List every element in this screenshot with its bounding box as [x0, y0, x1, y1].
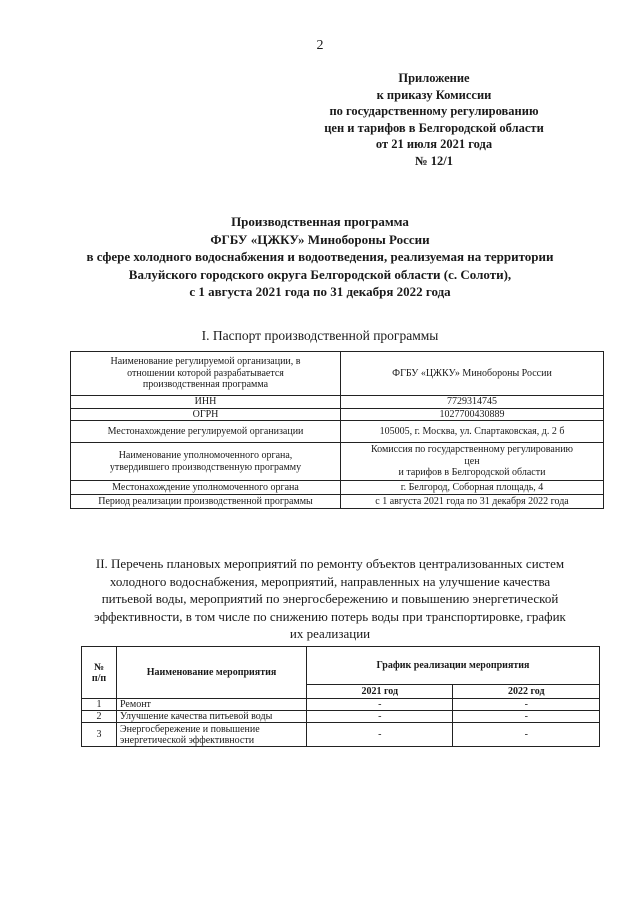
appendix-block	[284, 70, 584, 169]
table-row	[71, 408, 604, 421]
table-cell-value: 105005, г. Москва, ул. Спартаковская, д. 2 б	[341, 421, 604, 443]
table-cell-label: ОГРН	[71, 408, 341, 421]
row-number: 3	[82, 723, 117, 747]
column-header-schedule: График реализации мероприятия	[307, 647, 600, 685]
table-cell-label: Наименование регулируемой организации, в отношении которой разрабатывается производственная программа	[71, 352, 341, 396]
table-cell-value: 7729314745	[341, 396, 604, 409]
section2-heading	[80, 555, 580, 643]
table-cell-value: Комиссия по государственному регулированию цен и тарифов в Белгородской области	[341, 443, 604, 481]
table-row	[71, 481, 604, 495]
title-line: Валуйского городского округа Белгородской области (с. Солоти),	[128, 266, 512, 282]
table-row	[82, 699, 600, 711]
table-cell-label: Местонахождение регулируемой организации	[71, 421, 341, 443]
row-number: 1	[82, 699, 117, 711]
title-line: Производственная программа	[231, 214, 409, 229]
table-row	[71, 443, 604, 481]
column-header-name: Наименование мероприятия	[117, 647, 307, 699]
appendix-line: № 12/1	[415, 153, 453, 168]
row-name: Улучшение качества питьевой воды	[117, 711, 307, 723]
appendix-line: Приложение	[398, 71, 470, 85]
appendix-line: к приказу Комиссии	[376, 87, 492, 102]
row-2022: -	[453, 699, 600, 711]
appendix-line: цен и тарифов в Белгородской области	[324, 120, 544, 135]
table-row	[71, 421, 604, 443]
row-2021: -	[307, 699, 453, 711]
table-row	[82, 711, 600, 723]
activities-table	[81, 646, 600, 747]
table-cell-value: ФГБУ «ЦЖКУ» Минобороны России	[341, 352, 604, 396]
table-cell-label: ИНН	[71, 396, 341, 409]
table-cell-value: с 1 августа 2021 года по 31 декабря 2022 года	[341, 495, 604, 509]
passport-table	[70, 351, 604, 509]
row-name: Энергосбережение и повышение энергетической эффективности	[117, 723, 307, 747]
document-title	[60, 213, 580, 301]
column-header-number: № п/п	[82, 647, 117, 699]
appendix-line: по государственному регулированию	[329, 104, 539, 118]
row-2022: -	[453, 711, 600, 723]
table-cell-value: г. Белгород, Соборная площадь, 4	[341, 481, 604, 495]
heading-line: эффективности, в том числе по снижению потерь воды при транспортировке, график	[94, 608, 566, 624]
row-name: Ремонт	[117, 699, 307, 711]
row-2022: -	[453, 723, 600, 747]
title-line: ФГБУ «ЦЖКУ» Минобороны России	[210, 231, 430, 247]
section1-heading: I. Паспорт производственной программы	[201, 328, 439, 343]
heading-line: II. Перечень плановых мероприятий по ремонту объектов централизованных систем	[95, 556, 565, 571]
table-row	[71, 352, 604, 396]
table-row	[71, 396, 604, 409]
title-line: в сфере холодного водоснабжения и водоотведения, реализуемая на территории	[86, 249, 554, 264]
row-number: 2	[82, 711, 117, 723]
table-row	[82, 723, 600, 747]
row-2021: -	[307, 723, 453, 747]
appendix-line: от 21 июля 2021 года	[375, 137, 493, 151]
heading-line: их реализации	[289, 626, 371, 641]
column-header-year: 2022 год	[453, 685, 600, 699]
table-cell-value: 1027700430889	[341, 408, 604, 421]
heading-line: холодного водоснабжения, мероприятий, направленных на улучшение качества	[109, 573, 551, 589]
title-line: с 1 августа 2021 года по 31 декабря 2022 года	[189, 284, 451, 299]
table-header-row	[82, 647, 600, 685]
heading-line: питьевой воды, мероприятий по энергосбережению и повышению энергетической	[101, 591, 559, 606]
table-cell-label: Наименование уполномоченного органа, утвердившего производственную программу	[71, 443, 341, 481]
column-header-year: 2021 год	[307, 685, 453, 699]
table-cell-label: Местонахождение уполномоченного органа	[71, 481, 341, 495]
table-cell-label: Период реализации производственной программы	[71, 495, 341, 509]
table-row	[71, 495, 604, 509]
page-number: 2	[316, 38, 324, 53]
row-2021: -	[307, 711, 453, 723]
